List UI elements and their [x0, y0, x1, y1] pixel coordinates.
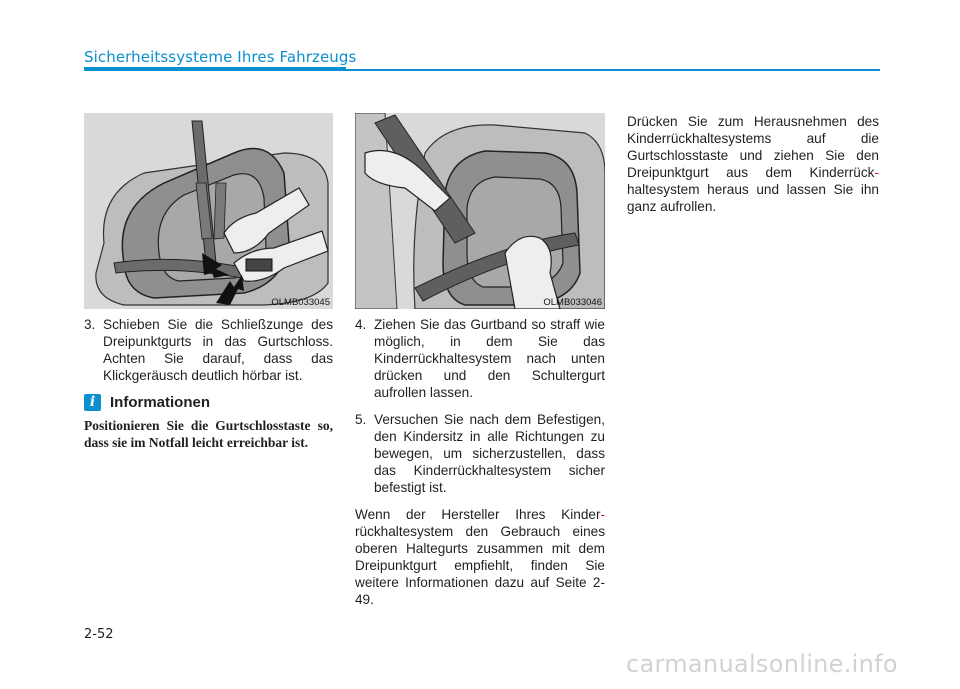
step-5: [355, 411, 605, 496]
info-header: [84, 394, 333, 411]
info-body: Positionieren Sie die Gurtschlosstaste so, dass sie im Notfall leicht erreichbar ist.: [84, 418, 333, 450]
tether-paragraph: [355, 506, 605, 608]
step-number: 3.: [84, 317, 96, 332]
hyphen: -: [874, 165, 879, 180]
step-number: 5.: [355, 412, 367, 427]
figure-buckle-insertion: [84, 113, 333, 309]
header-rule-thick: [84, 67, 346, 71]
right-column: [627, 113, 879, 225]
step-4: [355, 316, 605, 401]
belt-tightening-illustration: [355, 113, 605, 309]
step-text: Ziehen Sie das Gurtband so straff wie möglich, in dem Sie das Kinderrückhaltesystem nach unten drücken und den Schultergurt aufrollen lassen.: [374, 317, 605, 400]
info-title: Informationen: [110, 394, 210, 411]
page-number: 2-52: [84, 627, 114, 642]
section-title: Sicherheitssysteme Ihres Fahrzeugs: [84, 48, 357, 66]
step-text: Schieben Sie die Schließzunge des Dreipunktgurts in das Gurtschloss. Achten Sie darauf, dass das Klickgeräusch deutlich hörbar ist.: [103, 317, 333, 383]
paragraph-text: rückhaltesystem den Gebrauch eines oberen Haltegurts zusammen mit dem Dreipunktgurt empfiehlt, finden Sie weitere Informationen dazu auf Seite 2-49.: [355, 524, 605, 607]
step-3: [84, 316, 333, 384]
removal-paragraph: [627, 113, 879, 215]
left-column: [84, 316, 333, 451]
watermark: carmanualsonline.info: [626, 650, 898, 678]
info-icon: i: [84, 394, 101, 411]
middle-column: [355, 316, 605, 618]
hyphen: -: [600, 507, 605, 522]
header-rule-thin: [346, 69, 880, 71]
figure-belt-tightening: [355, 113, 605, 309]
figure-code: OLMB033045: [271, 297, 330, 308]
paragraph-text: Wenn der Hersteller Ihres Kinder: [355, 507, 601, 522]
figure-code: OLMB033046: [543, 297, 602, 308]
paragraph-text: haltesystem heraus und lassen Sie ihn ganz aufrollen.: [627, 182, 879, 214]
step-text: Versuchen Sie nach dem Befestigen, den Kindersitz in alle Richtungen zu bewegen, um sicherzustellen, dass das Kinderrückhaltesystem sicher befestigt ist.: [374, 412, 605, 495]
paragraph-text: Drücken Sie zum Herausnehmen des Kinderrückhaltesystems auf die Gurtschlosstaste und ziehen Sie den Dreipunktgurt aus dem Kinderrück: [627, 114, 879, 180]
child-seat-buckle-illustration: [84, 113, 333, 309]
step-number: 4.: [355, 317, 367, 332]
